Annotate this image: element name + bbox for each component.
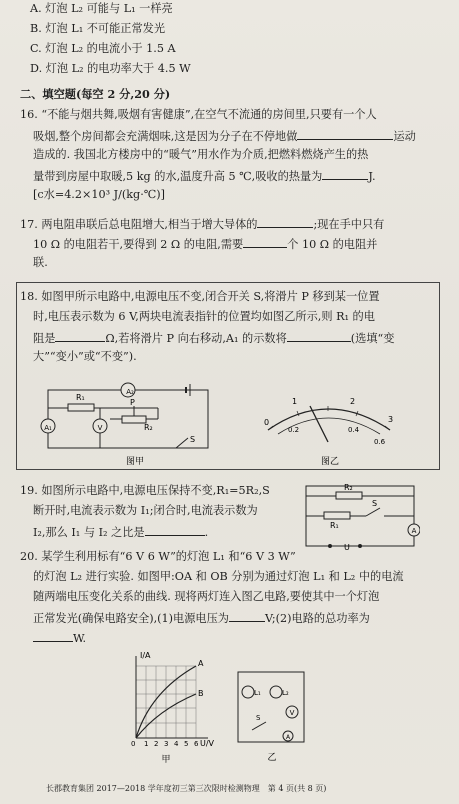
q16-line3: 造成的. 我国北方楼房中的“暖气”用水作为介质,把燃料燃烧产生的热: [33, 148, 369, 161]
q18-label-r2: R₂: [144, 423, 153, 432]
q20-label-l2: L₂: [282, 689, 289, 697]
q17-blank2[interactable]: [243, 236, 287, 248]
q16-text: 吸烟,整个房间都会充满烟味,这是因为分子在不停地做: [33, 130, 298, 143]
q17-text2: ;现在手中只有: [313, 218, 385, 231]
q20-circuit-figure: [232, 664, 312, 766]
q19-line3: [33, 524, 208, 540]
q16-line5: [c水=4.2×10³ J/(kg·℃)]: [33, 188, 165, 201]
q20-label-a: A: [285, 734, 291, 741]
option-a: A. 灯泡 L₂ 可能与 L₁ 一样亮: [30, 2, 173, 15]
q18-label-r1: R₁: [76, 393, 85, 402]
q18-circuit-figure: [40, 378, 230, 468]
q16-unit: J.: [368, 170, 376, 183]
q18-scale-04: 0.4: [348, 426, 360, 434]
q20-xtick-5: 5: [184, 740, 189, 748]
q18-label-p: P: [130, 398, 135, 407]
q20-text2: V;(2)电路的总功率为: [264, 612, 370, 625]
q18-label-v: V: [97, 424, 103, 432]
q17-text4: 个 10 Ω 的电阻并: [287, 238, 378, 251]
q20-blank2[interactable]: [33, 630, 73, 642]
q20-xtick-6: 6: [194, 740, 199, 748]
q16-line1: 16. “不能与烟共舞,吸烟有害健康”,在空气不流通的房间里,只要有一个人: [20, 108, 377, 121]
q19-label-u: U: [344, 543, 350, 552]
q19-text: I₂,那么 I₁ 与 I₂ 之比是: [33, 526, 145, 539]
q18-text3: (选填“变: [350, 332, 395, 345]
q16-blank1[interactable]: [297, 128, 393, 140]
q18-fig-a-caption: 图甲: [125, 457, 145, 467]
option-d: D. 灯泡 L₂ 的电功率大于 4.5 W: [30, 62, 191, 75]
q18-label-a1: A₁: [44, 424, 52, 432]
q16-text2: 量带到房屋中取暖,5 kg 的水,温度升高 5 ℃,吸收的热量为: [33, 170, 323, 183]
q17-line3: 联.: [33, 256, 48, 269]
q18-scale-06: 0.6: [374, 438, 386, 446]
q20-xtick-3: 3: [164, 740, 169, 748]
q18-scale-2: 2: [350, 397, 356, 406]
q18-scale-0: 0: [264, 418, 270, 427]
q18-scale-1: 1: [292, 397, 298, 406]
q20-iu-graph: [126, 648, 226, 766]
q18-line1: 18. 如图甲所示电路中,电源电压不变,闭合开关 S,将滑片 P 移到某一位置: [20, 290, 380, 303]
q18-text: 阻是: [33, 332, 56, 345]
q20-blank1[interactable]: [229, 610, 265, 622]
q19-line2: 断开时,电流表示数为 I₁;闭合时,电流表示数为: [33, 504, 258, 517]
q18-text2: Ω,若将滑片 P 向右移动,A₁ 的示数将: [105, 332, 287, 345]
q17-text: 17. 两电阻串联后总电阻增大,相当于增大导体的: [20, 218, 258, 231]
q17-text3: 10 Ω 的电阻若干,要得到 2 Ω 的电阻,需要: [33, 238, 244, 251]
q20-label-b: B: [198, 689, 204, 698]
option-c: C. 灯泡 L₂ 的电流小于 1.5 A: [30, 42, 176, 55]
q20-line1: 20. 某学生利用标有“6 V 6 W”的灯泡 L₁ 和“6 V 3 W”: [20, 550, 296, 563]
q18-scale-02: 0.2: [288, 426, 300, 434]
q17-line1: [20, 216, 384, 232]
q20-label-a: A: [198, 659, 204, 668]
q20-xtick-1: 1: [144, 740, 149, 748]
q19-label-r2: R₂: [344, 483, 353, 492]
q16-line4: [33, 168, 376, 184]
q16-line2: [33, 128, 416, 144]
q17-blank1[interactable]: [257, 216, 313, 228]
q16-text-end: 运动: [393, 130, 416, 143]
q17-line2: [33, 236, 377, 252]
q18-label-a2: A₂: [126, 388, 134, 396]
q20-label-l1: L₁: [254, 689, 261, 697]
q18-blank1[interactable]: [55, 330, 105, 342]
q20-ylabel: I/A: [140, 651, 151, 660]
q18-scale-3: 3: [388, 415, 394, 424]
q20-line4: [33, 610, 370, 626]
q20-line2: 的灯泡 L₂ 进行实验. 如图甲:OA 和 OB 分别为通过灯泡 L₁ 和 L₂ 中的电流: [33, 570, 404, 583]
q20-label-s: S: [256, 714, 261, 722]
q19-period: .: [204, 526, 209, 539]
q20-text: 正常发光(确保电路安全),(1)电源电压为: [33, 612, 229, 625]
q19-label-a: A: [411, 527, 417, 535]
section-title: 二、填空题(每空 2 分,20 分): [20, 87, 171, 101]
q18-line2: 时,电压表示数为 6 V,两块电流表指针的位置均如图乙所示,则 R₁ 的电: [33, 310, 375, 323]
q20-xtick-4: 4: [174, 740, 179, 748]
q19-label-s: S: [372, 499, 378, 508]
q20-origin: 0: [131, 740, 136, 748]
q19-label-r1: R₁: [330, 521, 339, 530]
q20-xlabel: U/V: [200, 739, 215, 748]
q20-line3: 随两端电压变化关系的曲线. 现将两灯连入图乙电路,要使其中一个灯泡: [33, 590, 380, 603]
q20-unit: W.: [73, 632, 87, 645]
q20-xtick-2: 2: [154, 740, 159, 748]
q19-circuit-figure: [300, 480, 420, 552]
q18-line3: [33, 330, 394, 346]
q20-fig-b-caption: 乙: [267, 753, 277, 763]
q18-label-s: S: [190, 435, 196, 444]
page-footer: 长郡教育集团 2017—2018 学年度初三第三次限时检测物理 第 4 页(共 8 页): [46, 784, 327, 793]
q18-fig-b-caption: 图乙: [320, 457, 340, 467]
q18-ammeter-figure: [250, 380, 410, 468]
q20-label-v: V: [289, 709, 295, 717]
q18-line4: 大”“变小”或“不变”).: [33, 350, 137, 363]
q20-fig-a-caption: 甲: [161, 755, 171, 765]
q19-line1: 19. 如图所示电路中,电源电压保持不变,R₁=5R₂,S: [20, 484, 270, 497]
q16-blank2[interactable]: [322, 168, 368, 180]
q19-blank[interactable]: [145, 524, 205, 536]
option-b: B. 灯泡 L₁ 不可能正常发光: [30, 22, 166, 35]
q18-blank2[interactable]: [287, 330, 351, 342]
q20-line5: [33, 630, 86, 646]
